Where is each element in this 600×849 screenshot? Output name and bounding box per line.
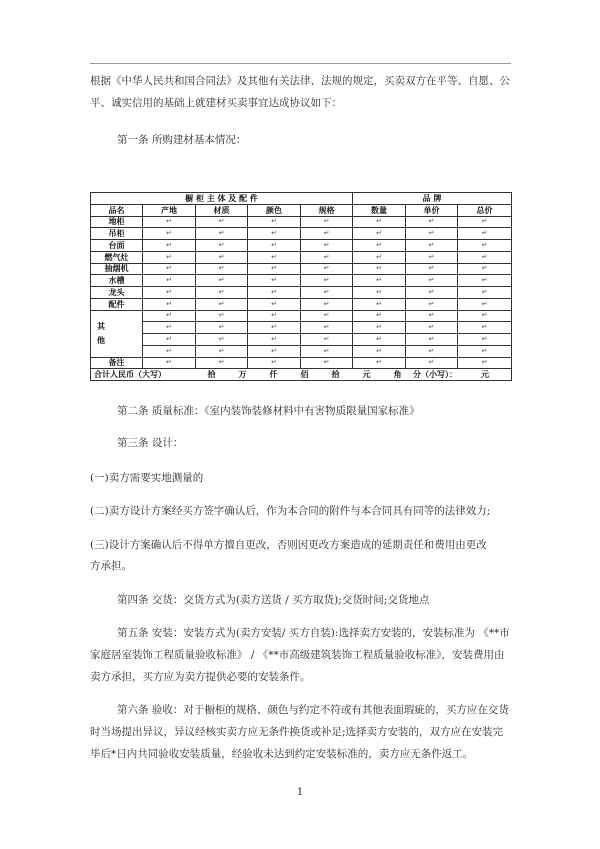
table-cell: ↵ — [143, 287, 196, 299]
table-cell: ↵ — [406, 310, 458, 322]
total-cell — [91, 369, 512, 381]
unit-jiao: 角 — [393, 370, 402, 380]
table-cell: ↵ — [143, 240, 196, 252]
table-cell: ↵ — [406, 334, 458, 346]
table-row — [91, 298, 512, 310]
table-cell: ↵ — [143, 345, 196, 357]
col-unit-price: 单价 — [406, 204, 458, 216]
table-cell: ↵ — [353, 240, 406, 252]
table-cell: ↵ — [353, 334, 406, 346]
table-row — [91, 275, 512, 287]
article-3: 第三条 设计： — [117, 437, 184, 449]
table-cell: ↵ — [353, 216, 406, 228]
table-cell: ↵ — [248, 251, 301, 263]
table-cell: ↵ — [301, 216, 353, 228]
table-cell: ↵ — [196, 251, 248, 263]
table-cell: ↵ — [248, 287, 301, 299]
table-cell: ↵ — [458, 240, 512, 252]
table-cell: ↵ — [353, 287, 406, 299]
table-cell: ↵ — [196, 263, 248, 275]
table-cell: ↵ — [301, 310, 353, 322]
article-6-line-3: 毕后*日内共同验收安装质量，经验收未达到约定安装标准的，卖方应无条件返工。 — [90, 748, 474, 760]
design-item-3-cont: 方承担。 — [90, 560, 132, 572]
item-name: 抽烟机 — [91, 263, 143, 275]
table-cell: ↵ — [196, 287, 248, 299]
article-4: 第四条 交货：交货方式为(卖方送货 / 买方取货);交货时间;交货地点 — [117, 594, 430, 606]
total-label: 合计人民币（大写） — [94, 370, 166, 380]
unit-yuan: 元 — [362, 370, 371, 380]
table-cell: ↵ — [301, 228, 353, 240]
table-cell: ↵ — [143, 298, 196, 310]
item-name: 配件 — [91, 298, 143, 310]
other-label — [91, 310, 143, 357]
table-cell: ↵ — [301, 275, 353, 287]
table-cell: ↵ — [143, 216, 196, 228]
unit-wan: 万 — [238, 370, 247, 380]
table-cell: ↵ — [196, 240, 248, 252]
table-cell: ↵ — [301, 322, 353, 334]
table-cell: ↵ — [406, 228, 458, 240]
item-name: 地柜 — [91, 216, 143, 228]
table-cell: ↵ — [301, 298, 353, 310]
table-cell: ↵ — [406, 322, 458, 334]
unit-shi: 拾 — [207, 370, 216, 380]
table-cell: ↵ — [248, 216, 301, 228]
unit-bai: 佰 — [300, 370, 309, 380]
item-name: 台面 — [91, 240, 143, 252]
design-item-3: (三)设计方案确认后不得单方擅自更改，否则因更改方案造成的延期责任和费用由更改 — [90, 539, 487, 551]
table-row-other — [91, 334, 512, 346]
table-row — [91, 251, 512, 263]
table-cell: ↵ — [196, 322, 248, 334]
col-name: 品名 — [91, 204, 143, 216]
table-column-header — [91, 204, 512, 216]
article-1: 第一条 所购建材基本情况： — [117, 134, 247, 146]
table-cell: ↵ — [248, 345, 301, 357]
table-cell: ↵ — [301, 263, 353, 275]
article-6-line-2: 时当场提出异议，异议经核实卖方应无条件换货或补足;选择卖方安装的，双方应在安装完 — [90, 726, 504, 738]
table-cell: ↵ — [196, 310, 248, 322]
article-5-line-2: 家庭居室装饰工程质量验收标准》 / 《**市高级建筑装饰工程质量验收标准》，安装费用由 — [90, 649, 505, 661]
unit-yuan-end: 元 — [481, 370, 489, 380]
table-cell: ↵ — [353, 251, 406, 263]
item-name: 吊柜 — [91, 228, 143, 240]
table-row — [91, 228, 512, 240]
table-row — [91, 287, 512, 299]
article-5-line-1: 第五条 安装：安装方式为(卖方安装/ 买方自装):选择卖方安装的，安装标准为 《**市 — [117, 627, 510, 639]
table-row — [91, 216, 512, 228]
table-cell: ↵ — [353, 298, 406, 310]
table-cell: ↵ — [143, 310, 196, 322]
table-cell: ↵ — [196, 357, 248, 369]
table-cell: ↵ — [458, 322, 512, 334]
unit-fen-lowercase: 分（小写）： — [413, 370, 457, 380]
item-name: 龙头 — [91, 287, 143, 299]
table-cell: ↵ — [458, 251, 512, 263]
table-cell: ↵ — [143, 357, 196, 369]
col-origin: 产地 — [143, 204, 196, 216]
other-label-text: 其他 — [97, 321, 105, 345]
table-row-other — [91, 345, 512, 357]
item-name: 燃气灶 — [91, 251, 143, 263]
table-cell: ↵ — [458, 298, 512, 310]
table-cell: ↵ — [353, 322, 406, 334]
table-cell: ↵ — [248, 240, 301, 252]
table-cell: ↵ — [143, 263, 196, 275]
table-cell: ↵ — [353, 310, 406, 322]
table-cell: ↵ — [458, 345, 512, 357]
table-cell: ↵ — [196, 228, 248, 240]
table-cell: ↵ — [196, 298, 248, 310]
article-5-line-3: 卖方承担，买方应为卖方提供必要的安装条件。 — [90, 671, 311, 683]
col-quantity: 数量 — [353, 204, 406, 216]
table-cell: ↵ — [301, 357, 353, 369]
table-cell: ↵ — [248, 334, 301, 346]
table-row — [91, 263, 512, 275]
table-cell: ↵ — [248, 298, 301, 310]
table-cell: ↵ — [458, 263, 512, 275]
unit-shi-2: 拾 — [331, 370, 340, 380]
article-2: 第二条 质量标准：《室内装饰装修材料中有害物质限量国家标准》 — [117, 405, 420, 417]
table-cell: ↵ — [353, 275, 406, 287]
page-number: 1 — [296, 787, 304, 798]
col-color: 颜色 — [248, 204, 301, 216]
table-cell: ↵ — [301, 240, 353, 252]
table-cell: ↵ — [248, 357, 301, 369]
group-header-left: 橱 柜 主 体 及 配 件 — [91, 193, 353, 205]
item-name: 水槽 — [91, 275, 143, 287]
unit-qian: 仟 — [269, 370, 278, 380]
header-rule — [90, 63, 511, 64]
table-group-header — [91, 193, 512, 205]
table-cell: ↵ — [406, 275, 458, 287]
table-cell: ↵ — [143, 275, 196, 287]
table-cell: ↵ — [353, 345, 406, 357]
table-cell: ↵ — [353, 357, 406, 369]
intro-line-1: 根据《中华人民共和国合同法》及其他有关法律、法规的规定，买卖双方在平等、自愿、公 — [90, 75, 510, 87]
table-cell: ↵ — [458, 310, 512, 322]
table-cell: ↵ — [248, 263, 301, 275]
table-cell: ↵ — [196, 345, 248, 357]
table-cell: ↵ — [406, 287, 458, 299]
table-cell: ↵ — [406, 357, 458, 369]
intro-line-2: 平、诚实信用的基础上就建材买卖事宜达成协议如下： — [90, 97, 342, 109]
table-cell: ↵ — [196, 216, 248, 228]
table-row-remark — [91, 357, 512, 369]
table-cell: ↵ — [248, 228, 301, 240]
table-cell: ↵ — [248, 310, 301, 322]
table-row-other — [91, 310, 512, 322]
table-cell: ↵ — [406, 345, 458, 357]
col-total-price: 总价 — [458, 204, 512, 216]
table-cell: ↵ — [406, 298, 458, 310]
design-item-2: (二)卖方设计方案经买方签字确认后，作为本合同的附件与本合同具有同等的法律效力; — [90, 505, 491, 517]
table-cell: ↵ — [458, 216, 512, 228]
table-cell: ↵ — [353, 263, 406, 275]
group-header-right: 品 牌 — [353, 193, 512, 205]
table-cell: ↵ — [143, 322, 196, 334]
table-cell: ↵ — [406, 240, 458, 252]
table-cell: ↵ — [196, 275, 248, 287]
table-cell: ↵ — [301, 251, 353, 263]
table-cell: ↵ — [458, 228, 512, 240]
table-cell: ↵ — [196, 334, 248, 346]
design-item-1: (一)卖方需要实地测量的 — [90, 472, 204, 484]
table-row — [91, 240, 512, 252]
remark-label: 备注 — [91, 357, 143, 369]
col-spec: 规格 — [301, 204, 353, 216]
table-cell: ↵ — [353, 228, 406, 240]
table-cell: ↵ — [406, 216, 458, 228]
table-cell: ↵ — [301, 287, 353, 299]
table-cell: ↵ — [143, 251, 196, 263]
table-cell: ↵ — [248, 322, 301, 334]
table-cell: ↵ — [406, 251, 458, 263]
table-total-row — [91, 369, 512, 381]
table-row-other — [91, 322, 512, 334]
materials-table — [90, 192, 512, 381]
table-cell: ↵ — [143, 334, 196, 346]
table-cell: ↵ — [406, 263, 458, 275]
table-cell: ↵ — [458, 287, 512, 299]
table-cell: ↵ — [301, 334, 353, 346]
table-cell: ↵ — [458, 275, 512, 287]
table-cell: ↵ — [458, 334, 512, 346]
table-cell: ↵ — [301, 345, 353, 357]
article-6-line-1: 第六条 验收：对于橱柜的规格、颜色与约定不符或有其他表面瑕疵的，买方应在交货 — [117, 704, 509, 716]
table-cell: ↵ — [143, 228, 196, 240]
table-cell: ↵ — [248, 275, 301, 287]
table-cell: ↵ — [458, 357, 512, 369]
col-material: 材质 — [196, 204, 248, 216]
